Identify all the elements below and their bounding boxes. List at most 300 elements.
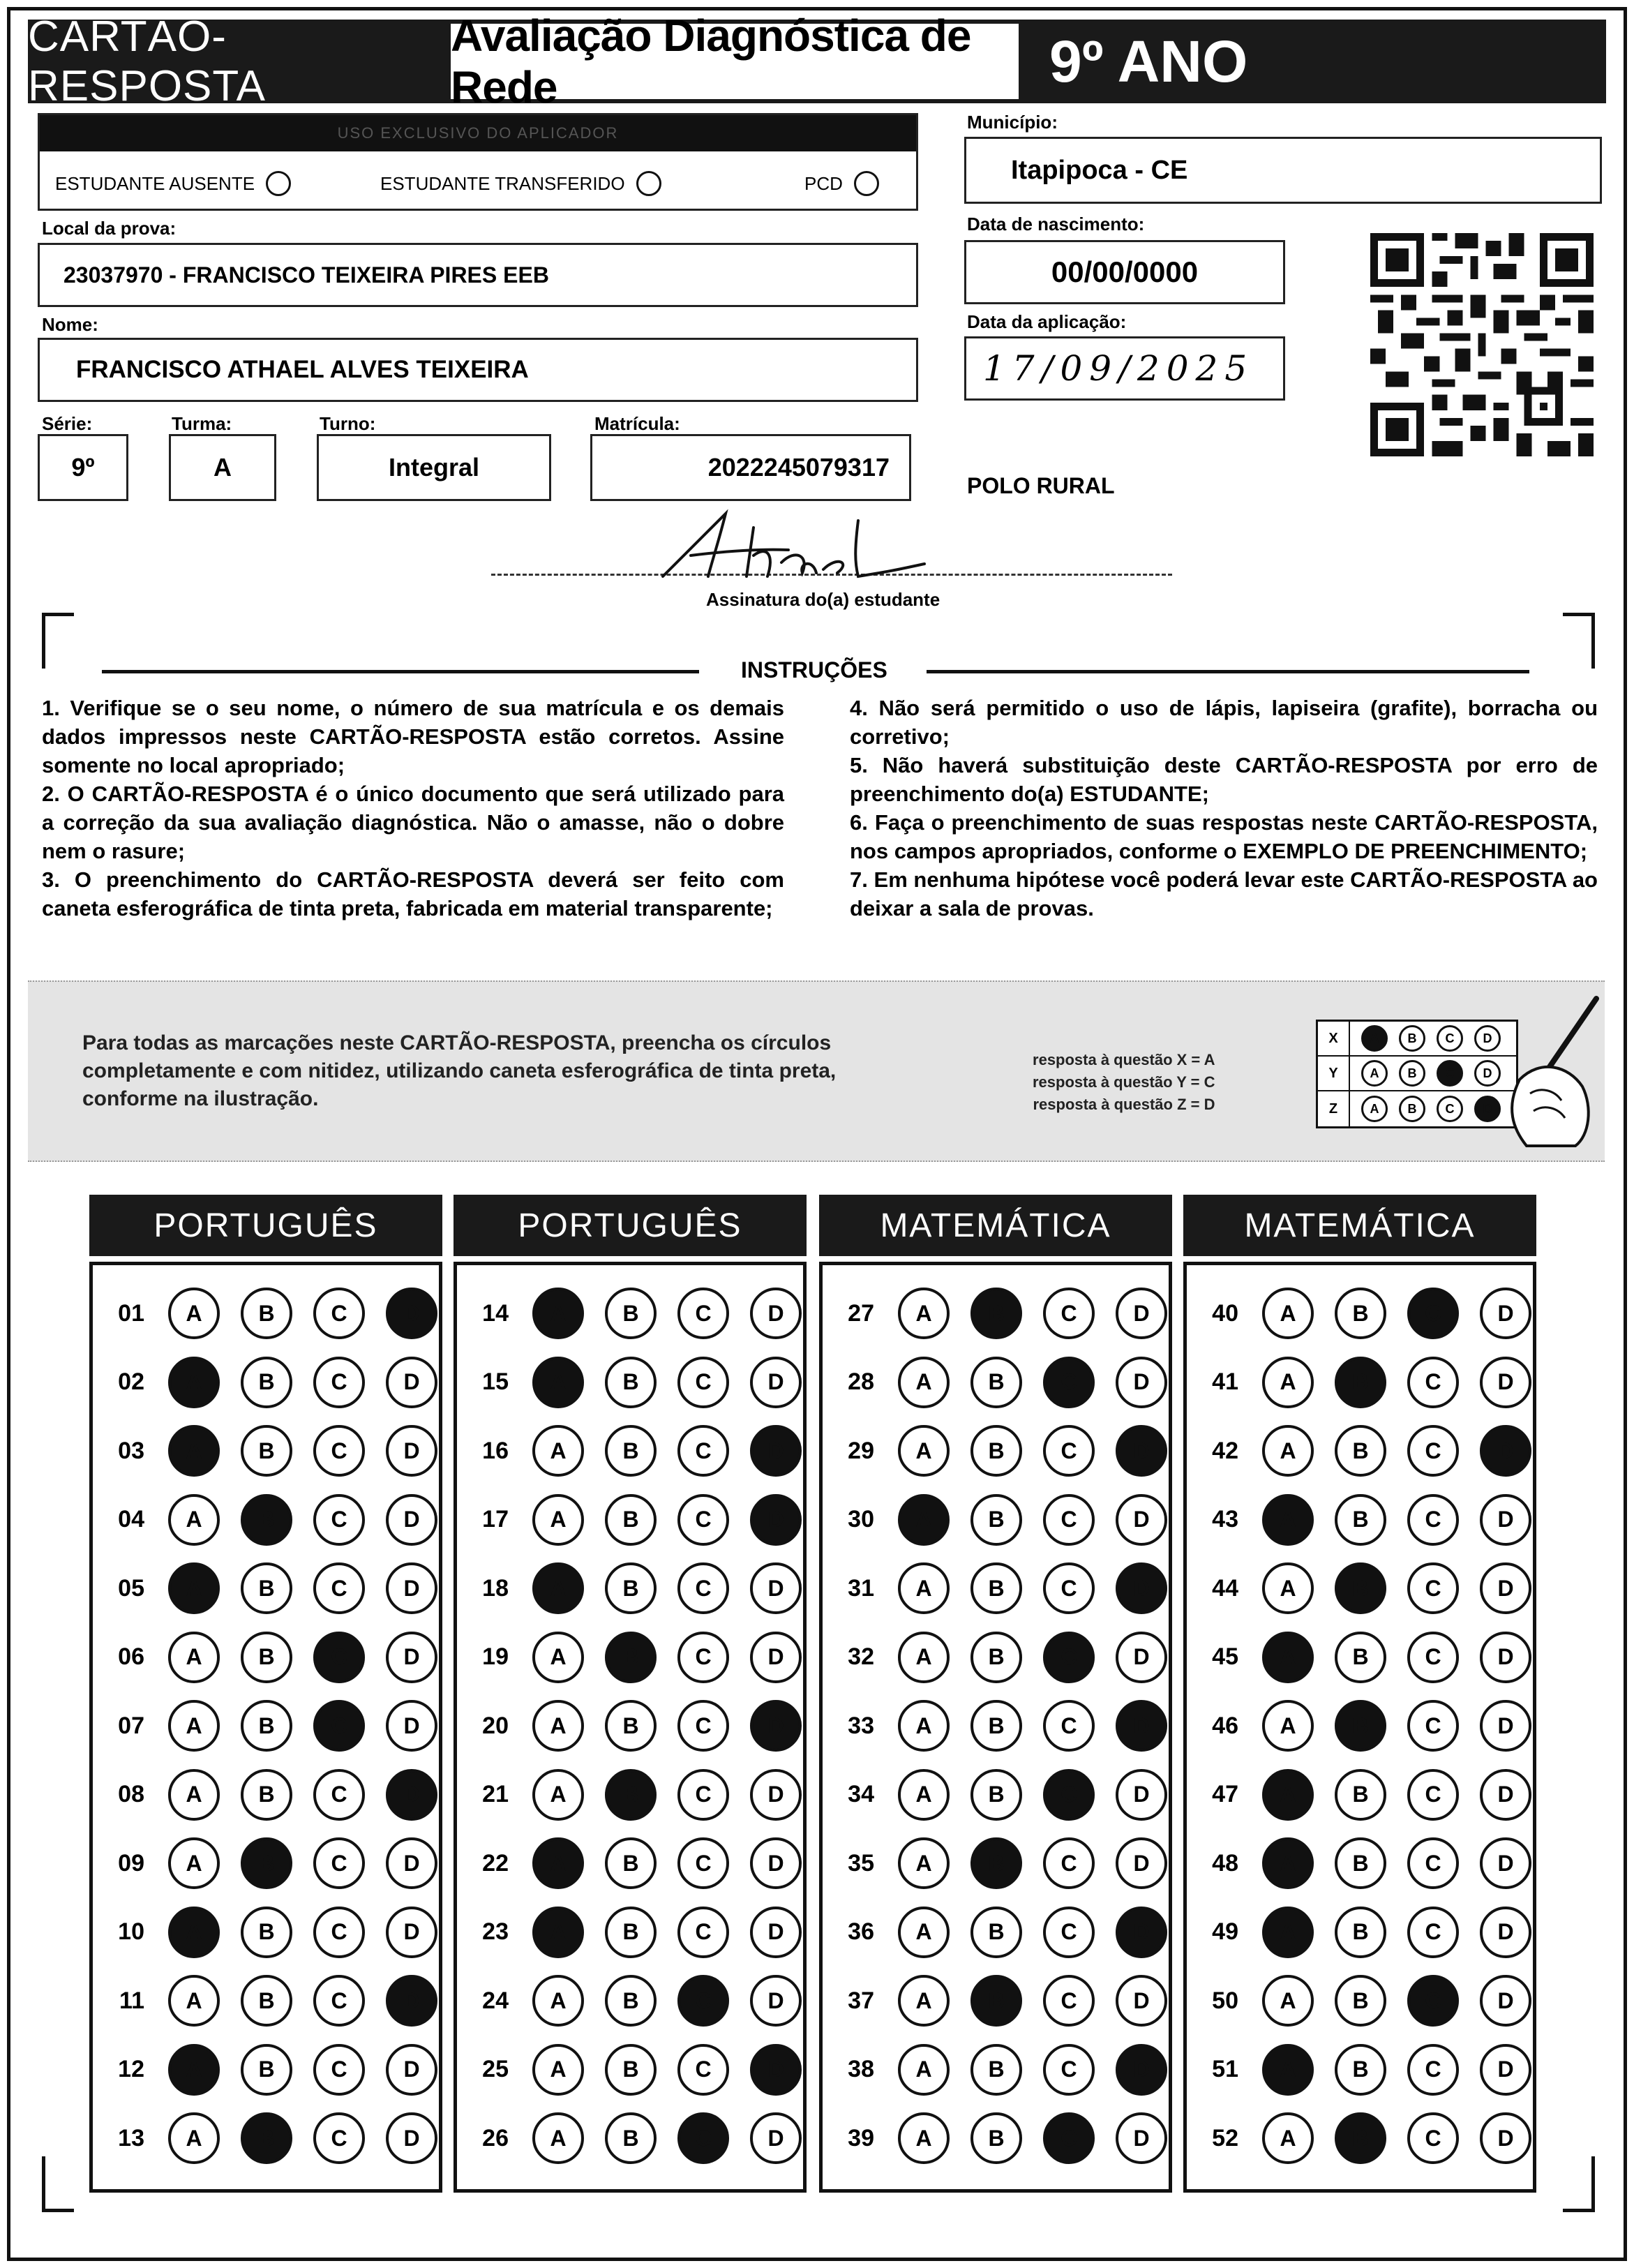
answer-bubble-a[interactable]: A [898,1562,950,1614]
local-label: Local da prova: [42,218,177,239]
answer-bubble-a[interactable]: A [1262,1907,1314,1958]
answer-bubble-d[interactable]: D [386,1288,437,1339]
answer-bubble-d[interactable]: D [386,1769,437,1821]
question-number: 25 [482,2056,509,2082]
answer-bubble-c[interactable]: C [1043,1975,1095,2027]
answer-bubble-b[interactable]: B [241,1288,292,1339]
question-row [93,1417,439,1485]
answer-bubble-b[interactable]: B [605,2112,657,2164]
answer-bubble-a[interactable]: A [168,1907,220,1958]
answer-bubble-c[interactable]: C [313,1769,365,1821]
fill-instruction-banner [28,980,1605,1162]
answer-bubble-c[interactable]: C [1407,1494,1459,1546]
answer-bubble-d[interactable]: D [1116,1562,1167,1614]
answer-bubble-b[interactable]: B [605,1494,657,1546]
answer-bubble-b[interactable]: B [241,2044,292,2096]
answer-bubble-b[interactable]: B [970,1769,1022,1821]
answer-bubble-d[interactable]: D [750,2112,802,2164]
answer-bubble-d[interactable]: D [1480,1494,1531,1546]
question-row [823,1486,1169,1554]
answer-bubble-b[interactable]: B [605,1562,657,1614]
answer-bubble-c[interactable]: C [1043,1700,1095,1752]
answer-bubble-a[interactable]: A [168,1357,220,1408]
answer-bubble-a[interactable]: A [898,1975,950,2027]
answer-bubble-a[interactable]: A [532,2044,584,2096]
answer-bubble-a[interactable]: A [1262,1632,1314,1683]
question-row [457,1761,803,1829]
answer-bubble-c[interactable]: C [313,1494,365,1546]
answer-bubble-d[interactable]: D [1480,1700,1531,1752]
answer-bubble-b[interactable]: B [241,1837,292,1889]
answer-bubble-a[interactable]: A [898,1907,950,1958]
answer-bubble-b[interactable]: B [605,1425,657,1477]
answer-bubble-c[interactable]: C [1043,2044,1095,2096]
example-bubble: C [1437,1060,1463,1087]
grade-title: 9º ANO [1049,28,1248,94]
question-row [823,1348,1169,1417]
answer-bubble-d[interactable]: D [1480,1907,1531,1958]
answer-bubble-b[interactable]: B [241,2112,292,2164]
column-header: MATEMÁTICA [1183,1195,1536,1256]
answer-bubble-b[interactable]: B [970,1494,1022,1546]
answer-bubble-d[interactable]: D [750,1907,802,1958]
answer-bubble-d[interactable]: D [750,1769,802,1821]
turma-field [169,434,276,501]
answer-bubble-c[interactable]: C [1043,1837,1095,1889]
example-bubble: B [1399,1096,1425,1122]
answer-bubble-a[interactable]: A [168,1769,220,1821]
answer-bubble-d[interactable]: D [750,1288,802,1339]
question-number: 18 [482,1574,509,1602]
question-row [93,1554,439,1622]
answer-bubble-d[interactable]: D [1116,1907,1167,1958]
answer-bubble-a[interactable]: A [532,1837,584,1889]
answer-bubble-a[interactable]: A [168,1700,220,1752]
question-row [823,2104,1169,2172]
question-row [1187,2104,1533,2172]
question-number: 31 [848,1574,874,1602]
question-number: 07 [118,1712,144,1739]
column-header: PORTUGUÊS [89,1195,442,1256]
answer-bubble-b[interactable]: B [970,1700,1022,1752]
answer-bubble-a[interactable]: A [898,1632,950,1683]
answer-bubble-d[interactable]: D [386,1562,437,1614]
answer-bubble-b[interactable]: B [1335,1975,1386,2027]
answer-bubble-c[interactable]: C [313,1975,365,2027]
absent-option[interactable] [55,171,291,196]
question-row [93,1898,439,1967]
answer-bubble-b[interactable]: B [241,1907,292,1958]
answer-bubble-b[interactable]: B [1335,1632,1386,1683]
answer-bubble-a[interactable]: A [532,1357,584,1408]
answer-bubble-c[interactable]: C [1407,1975,1459,2027]
question-number: 03 [118,1437,144,1464]
answer-bubble-c[interactable]: C [1043,1494,1095,1546]
answer-bubble-a[interactable]: A [898,1700,950,1752]
answer-bubble-d[interactable]: D [750,1357,802,1408]
municipio-label: Município: [967,112,1058,133]
answer-bubble-b[interactable]: B [1335,1769,1386,1821]
answer-bubble-b[interactable]: B [970,1975,1022,2027]
answer-bubble-b[interactable]: B [605,1700,657,1752]
answer-bubble-b[interactable]: B [241,1632,292,1683]
answer-bubble-c[interactable]: C [1043,1425,1095,1477]
question-number: 41 [1212,1368,1238,1395]
answer-bubble-b[interactable]: B [1335,1700,1386,1752]
absent-circle[interactable] [266,171,291,196]
answer-bubble-b[interactable]: B [605,1769,657,1821]
answer-bubble-c[interactable]: C [677,2112,729,2164]
answer-bubble-a[interactable]: A [1262,1975,1314,2027]
answer-bubble-d[interactable]: D [1480,2112,1531,2164]
answer-bubble-b[interactable]: B [970,1288,1022,1339]
answer-bubble-b[interactable]: B [241,1700,292,1752]
answer-bubble-c[interactable]: C [313,2044,365,2096]
answer-bubble-c[interactable]: C [313,1837,365,1889]
serie-value: 9º [71,453,95,482]
answer-bubble-a[interactable]: A [898,1837,950,1889]
answer-bubble-a[interactable]: A [1262,2112,1314,2164]
answer-bubble-d[interactable]: D [1116,1632,1167,1683]
answer-bubble-b[interactable]: B [970,2112,1022,2164]
answer-bubble-b[interactable]: B [1335,1288,1386,1339]
example-bubble: B [1399,1025,1425,1052]
question-row [457,1417,803,1485]
question-number: 22 [482,1849,509,1877]
answer-bubble-d[interactable]: D [750,1632,802,1683]
answer-bubble-c[interactable]: C [1043,2112,1095,2164]
answer-bubble-d[interactable]: D [1480,1357,1531,1408]
question-number: 44 [1212,1574,1238,1602]
answer-bubble-d[interactable]: D [386,1632,437,1683]
answer-bubble-c[interactable]: C [677,1425,729,1477]
answer-bubble-a[interactable]: A [168,2044,220,2096]
answer-bubble-a[interactable]: A [168,1837,220,1889]
answer-bubble-b[interactable]: B [1335,1562,1386,1614]
answer-bubble-d[interactable]: D [1116,2112,1167,2164]
answer-bubble-d[interactable]: D [386,1425,437,1477]
instruction-5: 5. Não haverá substituição deste CARTÃO-RESPOSTA por erro de preenchimento do(a) ESTUDANTE; [850,753,1598,806]
answer-bubble-b[interactable]: B [605,1907,657,1958]
column-header: PORTUGUÊS [454,1195,807,1256]
example-bubble: A [1361,1025,1388,1052]
answer-bubble-c[interactable]: C [1043,1288,1095,1339]
question-number: 09 [118,1849,144,1877]
question-row [1187,1417,1533,1485]
answer-bubble-c[interactable]: C [1407,1288,1459,1339]
answer-bubble-a[interactable]: A [898,2112,950,2164]
answer-bubble-d[interactable]: D [1480,1632,1531,1683]
question-row [1187,1348,1533,1417]
question-row [1187,1279,1533,1348]
matricula-label: Matrícula: [594,413,680,434]
question-number: 35 [848,1849,874,1877]
answer-bubble-d[interactable]: D [386,2112,437,2164]
answer-bubble-b[interactable]: B [605,2044,657,2096]
question-row [1187,1761,1533,1829]
corner-mark-tl [42,613,74,669]
answer-bubble-b[interactable]: B [970,2044,1022,2096]
answer-bubble-a[interactable]: A [532,1700,584,1752]
answer-bubble-b[interactable]: B [605,1975,657,2027]
answer-bubble-d[interactable]: D [1480,2044,1531,2096]
answer-bubble-a[interactable]: A [1262,1700,1314,1752]
answer-bubble-c[interactable]: C [313,2112,365,2164]
applicator-bar: USO EXCLUSIVO DO APLICADOR [40,115,916,151]
answer-bubble-b[interactable]: B [605,1288,657,1339]
answer-bubble-a[interactable]: A [532,1288,584,1339]
question-row [457,2104,803,2172]
instruction-1: 1. Verifique se o seu nome, o número de sua matrícula e os demais dados impressos neste CARTÃO-RESPOSTA estão corretos. Assine somente no local apropriado; [42,696,784,777]
transferred-option[interactable] [380,171,661,196]
answer-bubble-c[interactable]: C [313,1907,365,1958]
answer-bubble-c[interactable]: C [677,1837,729,1889]
answer-bubble-d[interactable]: D [1480,1288,1531,1339]
polo-label: POLO RURAL [967,473,1115,498]
transferred-circle[interactable] [636,171,661,196]
answer-bubble-c[interactable]: C [1407,2044,1459,2096]
answer-bubble-b[interactable]: B [241,1769,292,1821]
example-bubble: B [1399,1060,1425,1087]
answer-bubble-c[interactable]: C [1407,1700,1459,1752]
answer-bubble-c[interactable]: C [677,1907,729,1958]
answer-bubble-a[interactable]: A [168,2112,220,2164]
answer-bubble-c[interactable]: C [1043,1632,1095,1683]
answer-column [89,1262,442,2193]
answer-bubble-c[interactable]: C [1407,1837,1459,1889]
turno-field [317,434,551,501]
question-row [457,1554,803,1622]
answer-bubble-c[interactable]: C [313,1288,365,1339]
answer-bubble-d[interactable]: D [386,2044,437,2096]
answer-bubble-b[interactable]: B [1335,1425,1386,1477]
answer-bubble-a[interactable]: A [532,1769,584,1821]
answer-bubble-c[interactable]: C [677,1494,729,1546]
answer-bubble-d[interactable]: D [1116,1288,1167,1339]
answer-bubble-a[interactable]: A [168,1425,220,1477]
answer-bubble-d[interactable]: D [386,1975,437,2027]
answer-bubble-a[interactable]: A [168,1288,220,1339]
answer-bubble-a[interactable]: A [532,1975,584,2027]
answer-bubble-c[interactable]: C [1043,1907,1095,1958]
answer-bubble-a[interactable]: A [898,1769,950,1821]
answer-bubble-c[interactable]: C [677,1975,729,2027]
pcd-option[interactable] [804,171,879,196]
municipio-field [964,137,1602,204]
answer-bubble-b[interactable]: B [241,1357,292,1408]
answer-bubble-d[interactable]: D [1116,1425,1167,1477]
absent-label: ESTUDANTE AUSENTE [55,172,255,194]
answer-bubble-a[interactable]: A [532,1494,584,1546]
pcd-label: PCD [804,172,843,194]
answer-bubble-a[interactable]: A [1262,1288,1314,1339]
answer-bubble-a[interactable]: A [168,1632,220,1683]
answer-bubble-c[interactable]: C [677,1769,729,1821]
question-number: 32 [848,1643,874,1670]
answer-bubble-d[interactable]: D [750,2044,802,2096]
transferred-label: ESTUDANTE TRANSFERIDO [380,172,625,194]
name-value: FRANCISCO ATHAEL ALVES TEIXEIRA [76,356,529,383]
answer-bubble-d[interactable]: D [750,1562,802,1614]
answer-bubble-a[interactable]: A [168,1562,220,1614]
answer-bubble-d[interactable]: D [1480,1975,1531,2027]
answer-bubble-d[interactable]: D [1480,1425,1531,1477]
answer-bubble-d[interactable]: D [1116,1357,1167,1408]
answer-bubble-d[interactable]: D [750,1425,802,1477]
example-legend [1033,1049,1215,1116]
answer-bubble-d[interactable]: D [1116,1494,1167,1546]
question-row [457,1967,803,2035]
answer-bubble-d[interactable]: D [1116,1700,1167,1752]
answer-bubble-a[interactable]: A [168,1975,220,2027]
answer-bubble-c[interactable]: C [677,1357,729,1408]
example-row-label: Y [1318,1057,1350,1090]
answer-bubble-d[interactable]: D [1116,1975,1167,2027]
answer-bubble-c[interactable]: C [1407,1769,1459,1821]
applicator-box [38,113,918,211]
answer-bubble-d[interactable]: D [386,1494,437,1546]
example-bubble: C [1437,1025,1463,1052]
answer-bubble-c[interactable]: C [1407,1425,1459,1477]
question-number: 27 [848,1299,874,1327]
answer-bubble-b[interactable]: B [1335,1837,1386,1889]
answer-bubble-d[interactable]: D [386,1357,437,1408]
answer-bubble-a[interactable]: A [898,1288,950,1339]
nascimento-label: Data de nascimento: [967,214,1145,234]
answer-bubble-d[interactable]: D [1116,1837,1167,1889]
answer-bubble-a[interactable]: A [898,1425,950,1477]
answer-bubble-d[interactable]: D [1480,1837,1531,1889]
answer-bubble-a[interactable]: A [1262,1837,1314,1889]
answer-bubble-b[interactable]: B [1335,1357,1386,1408]
answer-bubble-d[interactable]: D [1116,1769,1167,1821]
question-number: 47 [1212,1781,1238,1807]
answer-bubble-a[interactable]: A [168,1494,220,1546]
question-row [457,2036,803,2104]
exam-title: Avaliação Diagnóstica de Rede [451,10,971,112]
question-number: 38 [848,2056,874,2082]
answer-bubble-a[interactable]: A [898,2044,950,2096]
answer-bubble-d[interactable]: D [386,1700,437,1752]
answer-bubble-b[interactable]: B [605,1632,657,1683]
answer-bubble-a[interactable]: A [1262,1769,1314,1821]
answer-bubble-c[interactable]: C [677,1700,729,1752]
answer-bubble-c[interactable]: C [677,2044,729,2096]
answer-bubble-b[interactable]: B [605,1837,657,1889]
answer-bubble-a[interactable]: A [1262,1562,1314,1614]
answer-bubble-b[interactable]: B [605,1357,657,1408]
question-number: 34 [848,1781,874,1807]
answer-bubble-c[interactable]: C [1407,1907,1459,1958]
answer-bubble-b[interactable]: B [1335,2112,1386,2164]
answer-bubble-c[interactable]: C [313,1632,365,1683]
answer-bubble-b[interactable]: B [241,1975,292,2027]
answer-bubble-c[interactable]: C [1407,2112,1459,2164]
question-row [1187,1967,1533,2035]
answer-bubble-c[interactable]: C [313,1562,365,1614]
answer-bubble-a[interactable]: A [532,1562,584,1614]
question-row [823,1692,1169,1760]
pcd-circle[interactable] [854,171,879,196]
name-label: Nome: [42,314,98,335]
answer-bubble-a[interactable]: A [532,1632,584,1683]
answer-bubble-c[interactable]: C [677,1562,729,1614]
answer-bubble-b[interactable]: B [970,1562,1022,1614]
answer-bubble-d[interactable]: D [386,1837,437,1889]
instructions-rule-right [927,670,1529,673]
answer-bubble-d[interactable]: D [386,1907,437,1958]
instruction-6: 6. Faça o preenchimento de suas respostas neste CARTÃO-RESPOSTA, nos campos apropriados, conforme o EXEMPLO DE PREENCHIMENTO; [850,810,1598,863]
serie-label: Série: [42,413,93,434]
aplicacao-label: Data da aplicação: [967,311,1127,332]
instructions-rule-left [102,670,699,673]
answer-bubble-c[interactable]: C [313,1700,365,1752]
answer-bubble-a[interactable]: A [1262,1357,1314,1408]
answer-bubble-d[interactable]: D [1480,1769,1531,1821]
answer-bubble-c[interactable]: C [1407,1632,1459,1683]
question-number: 43 [1212,1506,1238,1532]
answer-bubble-a[interactable]: A [532,1425,584,1477]
question-row [93,1348,439,1417]
answer-bubble-b[interactable]: B [241,1425,292,1477]
grade-title-bar [1019,20,1606,103]
answer-bubble-c[interactable]: C [677,1288,729,1339]
answer-bubble-a[interactable]: A [898,1494,950,1546]
answer-bubble-c[interactable]: C [313,1425,365,1477]
answer-bubble-d[interactable]: D [750,1494,802,1546]
answer-bubble-d[interactable]: D [750,1837,802,1889]
question-row [823,1554,1169,1622]
answer-bubble-a[interactable]: A [532,2112,584,2164]
answer-bubble-b[interactable]: B [1335,1494,1386,1546]
question-row [823,1623,1169,1692]
example-bubble: A [1361,1060,1388,1087]
answer-bubble-d[interactable]: D [750,1700,802,1752]
answer-bubble-b[interactable]: B [970,1357,1022,1408]
matricula-value: 2022245079317 [707,453,890,482]
answer-bubble-b[interactable]: B [1335,2044,1386,2096]
matricula-field [590,434,911,501]
answer-bubble-a[interactable]: A [532,1907,584,1958]
answer-bubble-b[interactable]: B [1335,1907,1386,1958]
answer-bubble-b[interactable]: B [241,1494,292,1546]
answer-bubble-d[interactable]: D [1480,1562,1531,1614]
answer-bubble-a[interactable]: A [1262,1425,1314,1477]
answer-bubble-b[interactable]: B [970,1632,1022,1683]
answer-bubble-b[interactable]: B [970,1837,1022,1889]
answer-bubble-c[interactable]: C [1407,1562,1459,1614]
answer-bubble-d[interactable]: D [750,1975,802,2027]
question-number: 50 [1212,1987,1238,2014]
answer-bubble-a[interactable]: A [1262,2044,1314,2096]
answer-bubble-b[interactable]: B [970,1907,1022,1958]
answer-bubble-c[interactable]: C [313,1357,365,1408]
question-row [457,1279,803,1348]
answer-bubble-a[interactable]: A [898,1357,950,1408]
question-row [1187,1692,1533,1760]
answer-bubble-d[interactable]: D [1116,2044,1167,2096]
answer-bubble-c[interactable]: C [1043,1357,1095,1408]
answer-bubble-c[interactable]: C [1407,1357,1459,1408]
answer-bubble-b[interactable]: B [970,1425,1022,1477]
answer-bubble-c[interactable]: C [1043,1769,1095,1821]
answer-bubble-a[interactable]: A [1262,1494,1314,1546]
answer-bubble-c[interactable]: C [677,1632,729,1683]
answer-bubble-b[interactable]: B [241,1562,292,1614]
question-number: 39 [848,2124,874,2151]
question-row [823,1967,1169,2035]
answer-bubble-c[interactable]: C [1043,1562,1095,1614]
